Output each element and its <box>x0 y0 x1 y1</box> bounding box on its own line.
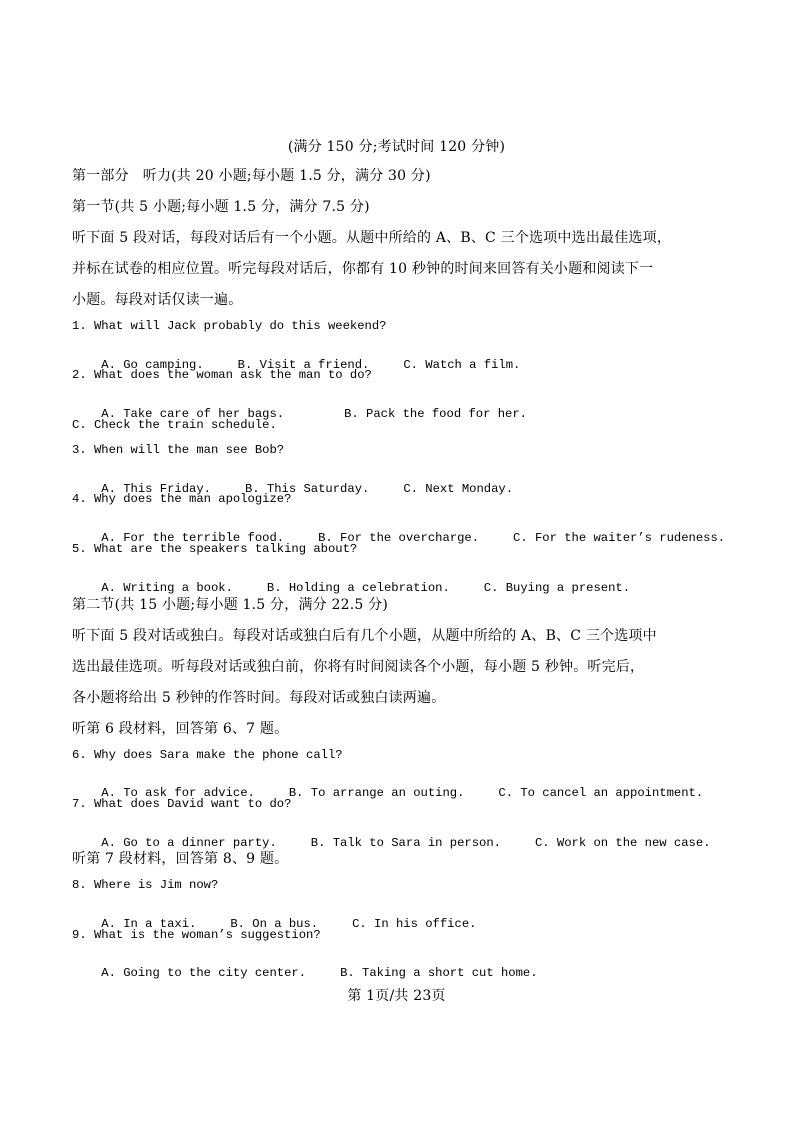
option-b: B. To arrange an outing. <box>288 786 465 800</box>
exam-header: (满分 150 分;考试时间 120 分钟) <box>287 139 506 155</box>
option-b: B. Holding a celebration. <box>266 581 450 595</box>
section1-instruction-line: 并标在试卷的相应位置。听完每段对话后，你都有 10 秒钟的时间来回答有关小题和阅读下一 <box>72 261 654 277</box>
part1-title: 第一部分 听力(共 20 小题;每小题 1.5 分，满分 30 分) <box>72 168 431 184</box>
option-c: C. To cancel an appointment. <box>498 786 704 800</box>
section1-instruction-line: 听下面 5 段对话，每段对话后有一个小题。从题中所给的 A、B、C 三个选项中选出最佳选项， <box>72 230 672 246</box>
option-c: C. Next Monday. <box>403 482 514 496</box>
question-1: 1. What will Jack probably do this weekend? <box>72 319 387 333</box>
option-b: B. For the overcharge. <box>318 531 480 545</box>
section2-instruction-line: 听下面 5 段对话或独白。每段对话或独白后有几个小题，从题中所给的 A、B、C 三个选项中 <box>72 628 657 644</box>
material-7-heading: 听第 7 段材料，回答第 8、9 题。 <box>72 851 289 867</box>
section1-instruction-line: 小题。每段对话仅读一遍。 <box>72 292 243 308</box>
material-6-heading: 听第 6 段材料，回答第 6、7 题。 <box>72 721 289 737</box>
section2-instruction-line: 选出最佳选项。听每段对话或独白前，你将有时间阅读各个小题，每小题 5 秒钟。听完后， <box>72 659 645 675</box>
option-b: B. Talk to Sara in person. <box>310 836 501 850</box>
option-b: B. Taking a short cut home. <box>340 966 538 980</box>
question-7: 7. What does David want to do? <box>72 797 292 811</box>
option-a: A. In a taxi. <box>101 917 197 931</box>
section1-title: 第一节(共 5 小题;每小题 1.5 分，满分 7.5 分) <box>72 199 370 215</box>
option-a: A. For the terrible food. <box>101 531 285 545</box>
option-a: A. To ask for advice. <box>101 786 255 800</box>
question-2: 2. What does the woman ask the man to do? <box>72 368 372 382</box>
question-9: 9. What is the woman’s suggestion? <box>72 928 321 942</box>
section2-instruction-line: 各小题将给出 5 秒钟的作答时间。每段对话或独白读两遍。 <box>72 690 446 706</box>
question-6: 6. Why does Sara make the phone call? <box>72 748 343 762</box>
option-b: B. This Saturday. <box>244 482 370 496</box>
option-b: B. Visit a friend. <box>237 358 370 372</box>
option-a: A. Go camping. <box>101 358 204 372</box>
question-8: 8. Where is Jim now? <box>72 878 219 892</box>
option-c: C. Buying a present. <box>483 581 631 595</box>
section2-title: 第二节(共 15 小题;每小题 1.5 分，满分 22.5 分) <box>72 597 388 613</box>
option-c: C. Check the train schedule. <box>72 418 277 432</box>
option-b: B. Pack the food for her. <box>344 407 527 421</box>
option-a: A. Going to the city center. <box>101 966 307 980</box>
option-a: A. This Friday. <box>101 482 211 496</box>
option-a: A. Take care of her bags. <box>101 407 285 421</box>
option-c: C. Watch a film. <box>403 358 521 372</box>
option-c: C. Work on the new case. <box>534 836 711 850</box>
page-number-footer: 第 1页/共 23页 <box>347 988 446 1004</box>
option-a: A. Writing a book. <box>101 581 233 595</box>
question-3: 3. When will the man see Bob? <box>72 443 285 457</box>
question-4: 4. Why does the man apologize? <box>72 492 292 506</box>
option-c: C. In his office. <box>352 917 477 931</box>
option-c: C. For the waiter’s rudeness. <box>513 531 726 545</box>
option-b: B. On a bus. <box>230 917 319 931</box>
question-5: 5. What are the speakers talking about? <box>72 542 358 556</box>
option-a: A. Go to a dinner party. <box>101 836 277 850</box>
